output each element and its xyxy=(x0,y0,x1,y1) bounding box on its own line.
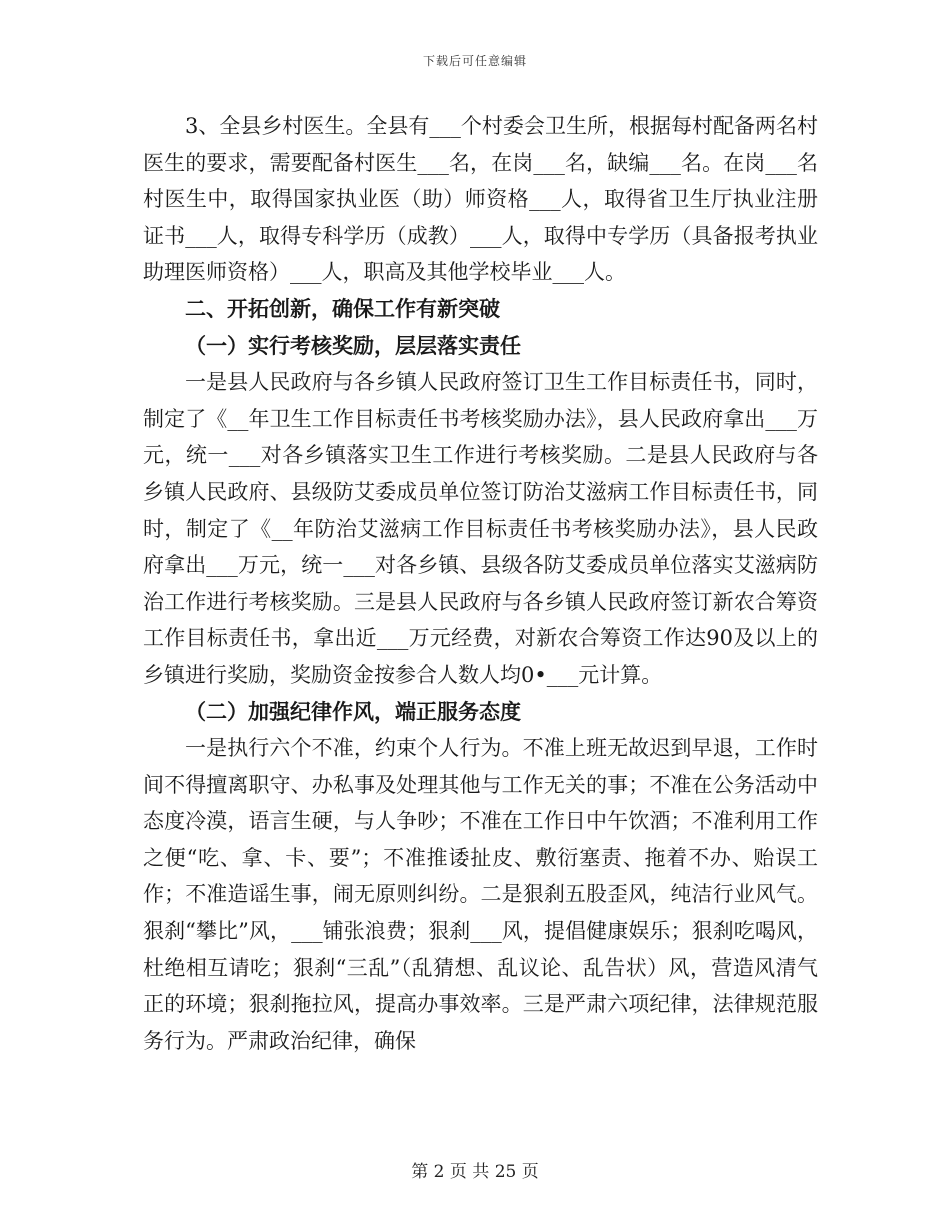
subsection-heading-assessment: （一）实行考核奖励，层层落实责任 xyxy=(185,332,521,358)
section-heading-2: 二、开拓创新，确保工作有新突破 xyxy=(185,295,500,321)
paragraph-assessment-rewards: 一是县人民政府与各乡镇人民政府签订卫生工作目标责任书，同时，制定了《__年卫生工作目标责任书考核奖励办法》，县人民政府拿出___万元，统一___对各乡镇落实卫生工作进行考核奖励。二是县人民政府与各乡镇人民政府、县级防艾委成员单位签订防治艾滋病工作目标责任书，同时，制定了《__年防治艾滋病工作目标责任书考核奖励办法》，县人民政府拿出___万元，统一___对各乡镇、县级各防艾委成员单位落实艾滋病防治工作进行考核奖励。三是县人民政府与各乡镇人民政府签订新农合筹资工作目标责任书，拿出近___万元经费，对新农合筹资工作达90及以上的乡镇进行奖励，奖励资金按参合人数人均0•___元计算。 xyxy=(143,370,818,687)
page-header: 下载后可任意编辑 xyxy=(422,54,527,68)
subsection-heading-discipline: （二）加强纪律作风，端正服务态度 xyxy=(185,698,521,724)
paragraph-discipline: 一是执行六个不准，约束个人行为。不准上班无故迟到早退，工作时间不得擅离职守、办私事及处理其他与工作无关的事；不准在公务活动中态度冷漠，语言生硬，与人争吵；不准在工作日中午饮酒；不准利用工作之便“吃、拿、卡、要”；不准推诿扯皮、敷衍塞责、拖着不办、贻误工作；不准造谣生事，闹无原则纠纷。二是狠刹五股歪风，纯洁行业风气。狠刹“攀比”风，___铺张浪费；狠刹___风，提倡健康娱乐；狠刹吃喝风，杜绝相互请吃；狠刹“三乱”（乱猜想、乱议论、乱告状）风，营造风清气正的环境；狠刹拖拉风，提高办事效率。三是严肃六项纪律，法律规范服务行为。严肃政治纪律，确保 xyxy=(143,736,818,1053)
document-body xyxy=(143,108,818,1059)
page-number-footer: 第 2 页 共 25 页 xyxy=(411,1162,539,1182)
paragraph-village-doctors: 3、全县乡村医生。全县有___个村委会卫生所，根据每村配备两名村医生的要求，需要配备村医生___名，在岗___名，缺编___名。在岗___名村医生中，取得国家执业医（助）师资格___人，取得省卫生厅执业注册证书___人，取得专科学历（成教）___人，取得中专学历（具备报考执业助理医师资格）___人，职高及其他学校毕业___人。 xyxy=(143,114,818,285)
